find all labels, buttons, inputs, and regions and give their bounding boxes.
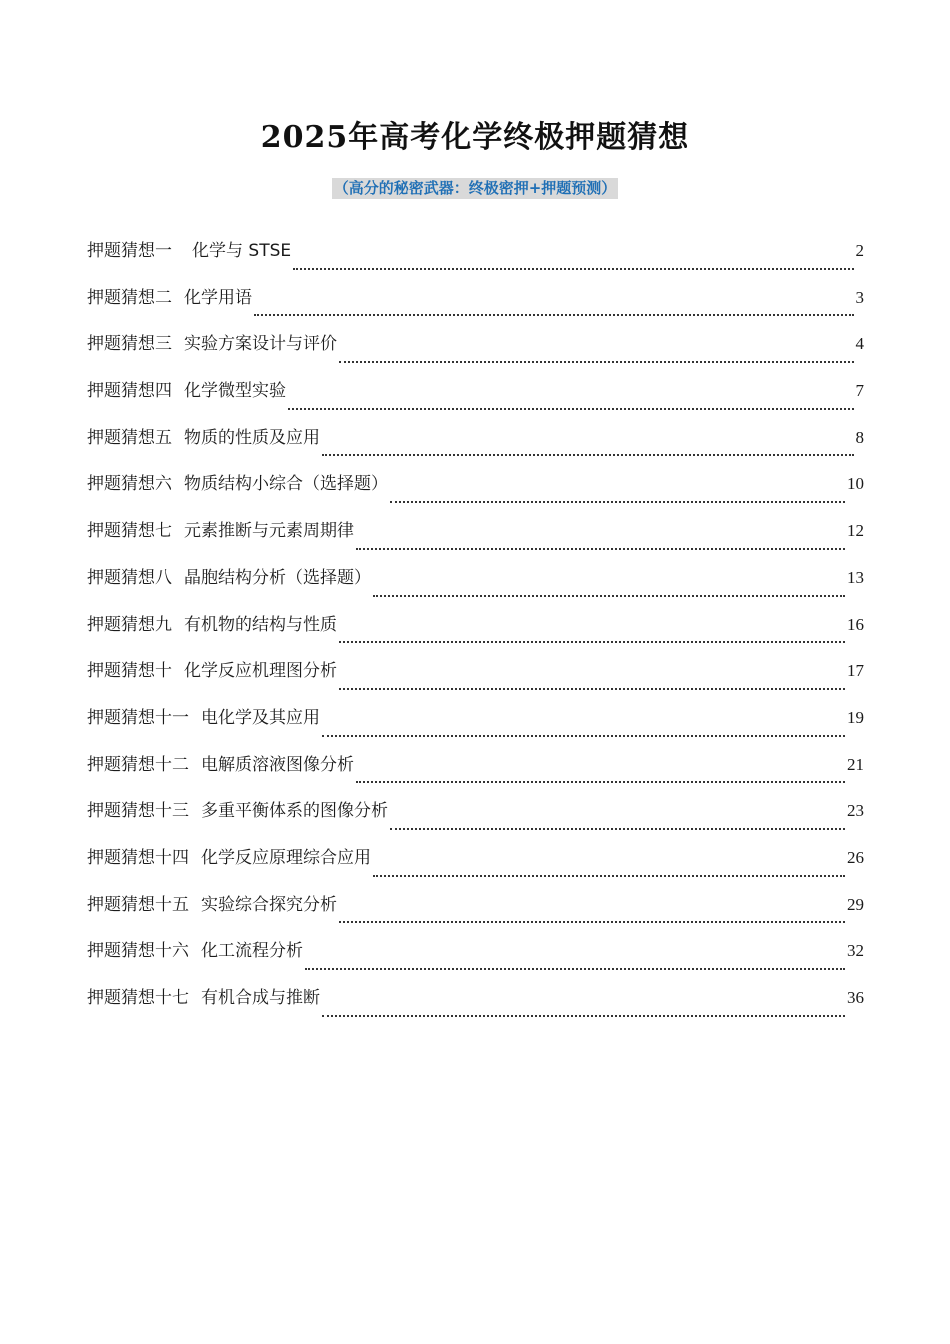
subtitle-container bbox=[0, 178, 950, 199]
toc-entry-topic: 多重平衡体系的图像分析 bbox=[201, 801, 388, 822]
document-subtitle: （高分的秘密武器：终极密押+押题预测） bbox=[333, 179, 617, 197]
toc-entry-label: 押题猜想二 bbox=[87, 287, 172, 308]
toc-entry-page: 8 bbox=[855, 427, 864, 447]
toc-entry[interactable] bbox=[87, 423, 864, 470]
toc-entry-label: 押题猜想十七 bbox=[87, 988, 189, 1008]
toc-dot-leader bbox=[254, 314, 854, 316]
toc-entry[interactable] bbox=[87, 236, 864, 283]
toc-entry-page: 29 bbox=[847, 894, 864, 914]
toc-entry-page: 36 bbox=[847, 988, 864, 1007]
toc-dot-leader bbox=[305, 968, 845, 970]
toc-entry[interactable] bbox=[87, 563, 864, 610]
toc-entry-label: 押题猜想五 bbox=[87, 427, 172, 448]
toc-dot-leader bbox=[390, 501, 845, 503]
toc-entry-topic: 电解质溶液图像分析 bbox=[201, 754, 354, 775]
toc-entry-page: 4 bbox=[855, 334, 864, 354]
toc-entry-topic: 化学用语 bbox=[184, 287, 252, 308]
toc-entry-page: 21 bbox=[847, 754, 864, 774]
toc-entry-page: 13 bbox=[847, 567, 864, 587]
toc-entry-page: 16 bbox=[847, 614, 864, 634]
toc-entry-topic: 物质结构小综合（选择题） bbox=[184, 474, 388, 495]
toc-entry-topic: 晶胞结构分析（选择题） bbox=[184, 567, 371, 588]
toc-entry-label: 押题猜想十二 bbox=[87, 754, 189, 775]
toc-entry-page: 19 bbox=[847, 707, 864, 727]
toc-entry[interactable] bbox=[87, 843, 864, 890]
toc-entry-label: 押题猜想七 bbox=[87, 521, 172, 542]
toc-entry[interactable] bbox=[87, 329, 864, 376]
toc-entry-label: 押题猜想八 bbox=[87, 567, 172, 588]
toc-entry-label: 押题猜想四 bbox=[87, 381, 172, 402]
toc-entry-label: 押题猜想十五 bbox=[87, 894, 189, 915]
toc-entry-topic: 实验综合探究分析 bbox=[201, 894, 337, 915]
toc-entry-topic: 化工流程分析 bbox=[201, 941, 303, 962]
toc-entry-label: 押题猜想十四 bbox=[87, 847, 189, 868]
toc-entry[interactable] bbox=[87, 283, 864, 330]
toc-dot-leader bbox=[339, 921, 845, 923]
toc-entry[interactable] bbox=[87, 890, 864, 937]
toc-entry-page: 3 bbox=[855, 287, 864, 307]
toc-entry-topic: 化学反应机理图分析 bbox=[184, 661, 337, 682]
toc-entry-label: 押题猜想十一 bbox=[87, 707, 189, 728]
toc-entry-label: 押题猜想十 bbox=[87, 661, 172, 682]
toc-entry[interactable] bbox=[87, 469, 864, 516]
toc-dot-leader bbox=[339, 361, 854, 363]
toc-entry-page: 10 bbox=[847, 474, 864, 494]
toc-entry-label: 押题猜想六 bbox=[87, 474, 172, 495]
toc-entry[interactable] bbox=[87, 983, 864, 1030]
toc-dot-leader bbox=[356, 548, 845, 550]
toc-dot-leader bbox=[288, 408, 854, 410]
table-of-contents bbox=[87, 236, 864, 1030]
toc-entry[interactable] bbox=[87, 703, 864, 750]
toc-dot-leader bbox=[373, 875, 845, 877]
toc-entry-page: 17 bbox=[847, 661, 864, 681]
toc-entry-label: 押题猜想十三 bbox=[87, 801, 189, 822]
toc-entry[interactable] bbox=[87, 610, 864, 657]
document-title: 2025年高考化学终极押题猜想 bbox=[260, 120, 690, 155]
toc-dot-leader bbox=[356, 781, 845, 783]
toc-dot-leader bbox=[339, 688, 845, 690]
toc-entry-topic: 有机合成与推断 bbox=[201, 988, 320, 1008]
toc-entry-topic: 实验方案设计与评价 bbox=[184, 334, 337, 355]
toc-entry-label: 押题猜想九 bbox=[87, 614, 172, 635]
toc-entry-page: 7 bbox=[855, 381, 864, 401]
toc-entry[interactable] bbox=[87, 656, 864, 703]
toc-entry[interactable] bbox=[87, 796, 864, 843]
toc-dot-leader bbox=[293, 268, 853, 270]
toc-entry-page: 2 bbox=[855, 241, 864, 260]
toc-entry-topic: 化学微型实验 bbox=[184, 381, 286, 402]
toc-dot-leader bbox=[322, 735, 845, 737]
toc-entry-page: 12 bbox=[847, 521, 864, 541]
toc-entry-topic: 元素推断与元素周期律 bbox=[184, 521, 354, 542]
toc-entry-page: 23 bbox=[847, 801, 864, 821]
toc-entry-page: 32 bbox=[847, 941, 864, 961]
toc-entry-label: 押题猜想一 bbox=[87, 241, 172, 261]
toc-dot-leader bbox=[373, 595, 845, 597]
toc-entry-topic: 化学与 STSE bbox=[192, 241, 292, 261]
toc-entry[interactable] bbox=[87, 376, 864, 423]
toc-dot-leader bbox=[322, 1015, 845, 1017]
toc-entry-topic: 物质的性质及应用 bbox=[184, 427, 320, 448]
toc-entry-topic: 有机物的结构与性质 bbox=[184, 614, 337, 635]
toc-entry-label: 押题猜想十六 bbox=[87, 941, 189, 962]
toc-entry[interactable] bbox=[87, 516, 864, 563]
toc-dot-leader bbox=[390, 828, 845, 830]
toc-entry-topic: 电化学及其应用 bbox=[201, 707, 320, 728]
toc-dot-leader bbox=[339, 641, 845, 643]
toc-entry-topic: 化学反应原理综合应用 bbox=[201, 847, 371, 868]
toc-entry-page: 26 bbox=[847, 847, 864, 867]
toc-entry-label: 押题猜想三 bbox=[87, 334, 172, 355]
toc-entry[interactable] bbox=[87, 750, 864, 797]
toc-dot-leader bbox=[322, 454, 854, 456]
toc-entry[interactable] bbox=[87, 936, 864, 983]
